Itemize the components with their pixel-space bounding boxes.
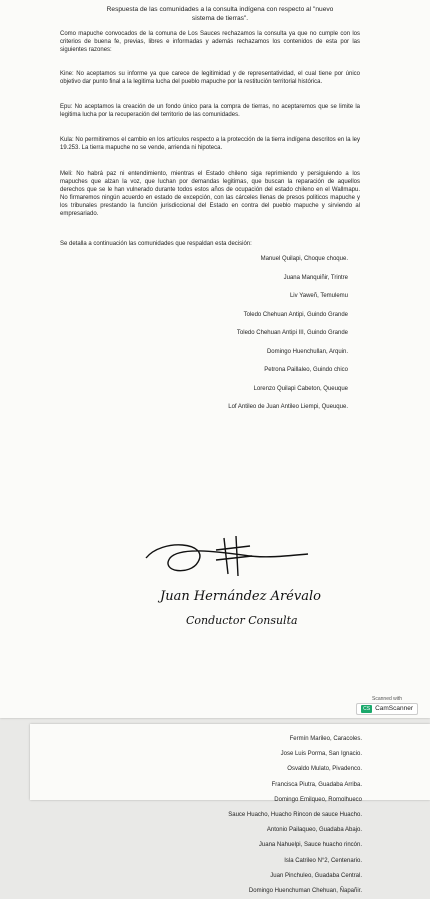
signatory-line: Fermín Marileo, Caracoles. — [289, 736, 362, 742]
signatory-line: Domingo Huenchullan, Arquin. — [266, 348, 348, 355]
point-epu: Epu: No aceptamos la creación de un fondo único para la compra de tierras, no aceptaremos que se limite la legitima lucha por la recuperación del territorio de las comunidades. — [60, 104, 360, 118]
handwritten-role: Conductor Consulta — [186, 614, 298, 627]
heading-line-2: sistema de tierras". — [191, 14, 249, 22]
handwritten-signature — [140, 532, 350, 642]
signatory-line: Domingo Emilqueo, Romolhueco — [274, 796, 362, 803]
signatories-list-continued — [102, 732, 362, 899]
camscanner-brand: CamScanner — [375, 705, 413, 712]
signatory-line: Lorenzo Quilapi Cabeton, Queuque — [253, 385, 348, 392]
point-meli: Meli: No habrá paz ni entendimiento, mientras el Estado chileno siga reprimiendo y persiguiendo a los mapuches que alzan la voz, que luchan por demandas legitimas, que buscan la reparación de aquellos derechos que se le han vulnerado durante todos estos años de ocupación del estado chileno en el Wallmapu. No firmaremos ningún acuerdo en estado de excepción, con las cárceles llenas de presos politicos mapuche y los tribunales prestando la función jurisdiccional del Estado en contra del pueblo mapuche y sirviendo al empresariado. — [60, 171, 360, 217]
document-heading — [70, 6, 370, 23]
signatory-line: Lof Antileo de Juan Antileo Liempi, Queuque. — [228, 404, 348, 410]
handwritten-name: Juan Hernández Arévalo — [160, 589, 321, 604]
point-kula: Kula: No permitiremos el cambio en los artículos respecto a la protección de la tierra indígena descritos en la ley 19.253. La tierra mapuche no se vende, arrienda ni hipoteca. — [60, 137, 360, 151]
signatory-line: Juana Manquiñir, Trintre — [283, 274, 348, 281]
camscanner-badge — [356, 703, 418, 715]
point-kine: Kine: No aceptamos su informe ya que carece de legitimidad y de representatividad, el cual tiene por único objetivo dar punto final a la legitima lucha del pueblo mapuche por la restitución territorial histórica. — [60, 71, 360, 85]
document-page-2 — [30, 724, 430, 894]
signatory-line: Francisca Piutra, Guadaba Arriba. — [271, 781, 362, 788]
scanner-caption: Scanned with — [372, 696, 403, 702]
signatory-line: Jose Luis Porma, San Ignacio. — [280, 751, 362, 758]
signatories-list — [88, 250, 348, 417]
signatory-line: Isla Catrileo N°2, Centenario. — [284, 857, 362, 864]
camscanner-logo-icon: CS — [363, 706, 371, 712]
signatory-line: Osvaldo Mulato, Pivadenco. — [287, 766, 362, 773]
signatory-line: Toledo Chehuan Antipi, Guindo Grande — [243, 311, 348, 318]
heading-line-1: Respuesta de las comunidades a la consulta indígena con respecto al "nuevo — [106, 6, 334, 13]
signatory-line: Sauce Huacho, Huacho Rincon de sauce Huacho. — [228, 811, 362, 818]
intro-paragraph: Como mapuche convocados de la comuna de Los Sauces rechazamos la consulta ya que no cumple con los criterios de buena fe, previas, libres e informadas y además rechazamos los contenidos de esta por las siguientes razones: — [60, 31, 360, 53]
signatory-line: Antonio Pailaqueo, Guadaba Abajo. — [266, 827, 362, 834]
signatory-line: Manuel Quilapi, Choque choque. — [260, 256, 348, 262]
signatory-line: Toledo Chehuan Antipi III, Guindo Grande — [236, 330, 348, 336]
signatory-line: Domingo Huenchuman Chehuan, Ñapañir. — [248, 887, 362, 894]
signatory-line: Juana Nahuelpi, Sauce huacho rincón. — [258, 842, 362, 849]
closing-sentence: Se detalla a continuación las comunidades que respaldan esta decisión: — [60, 241, 252, 247]
signatory-line: Petrona Paillaleo, Guindo chico — [264, 367, 348, 373]
signatory-line: Liv Yaweñ, Temulemu — [289, 293, 348, 299]
signatory-line: Juan Pinchuleo, Guadaba Central. — [270, 872, 362, 879]
camscanner-watermark — [356, 695, 418, 715]
